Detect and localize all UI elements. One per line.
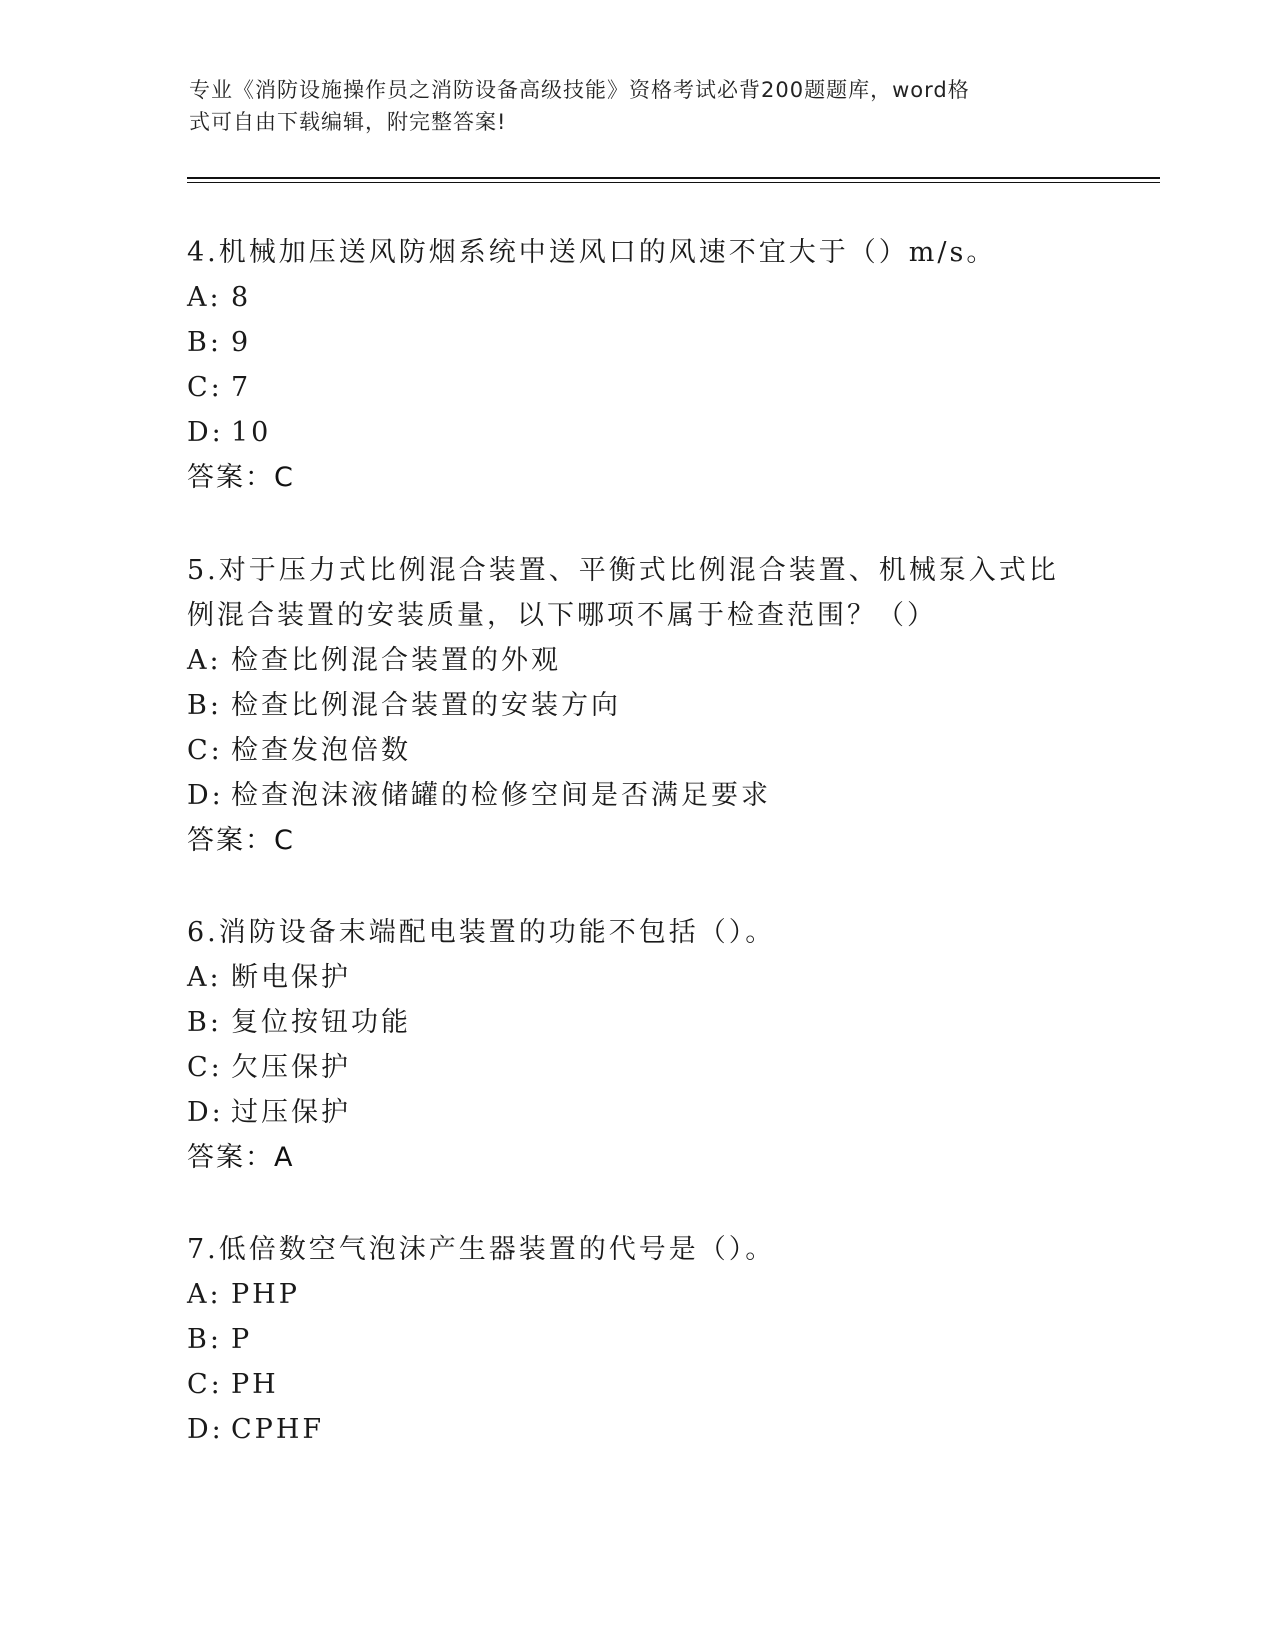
option-key: C: xyxy=(187,1369,223,1400)
answer-label: 答案：C xyxy=(187,825,295,856)
option-value: CPHF xyxy=(231,1414,325,1445)
option-key: D: xyxy=(187,417,224,448)
option-key: B: xyxy=(187,1324,222,1355)
header-line-2: 式可自由下载编辑，附完整答案! xyxy=(189,110,507,134)
option-key: C: xyxy=(187,1052,223,1083)
option-c xyxy=(187,1362,1087,1407)
question-text: 5.对于压力式比例混合装置、平衡式比例混合装置、机械泵入式比例混合装置的安装质量，以下哪项不属于检查范围？（） xyxy=(187,555,1059,631)
option-value: PH xyxy=(231,1369,279,1400)
option-a xyxy=(187,275,1087,320)
option-key: A: xyxy=(187,962,222,993)
option-value: 检查比例混合装置的外观 xyxy=(231,645,561,676)
option-key: B: xyxy=(187,1007,222,1038)
question-7 xyxy=(187,1227,1087,1452)
option-value: 7 xyxy=(231,372,252,403)
option-key: B: xyxy=(187,327,222,358)
option-key: D: xyxy=(187,1097,224,1128)
option-key: D: xyxy=(187,780,224,811)
question-5 xyxy=(187,548,1087,863)
question-text: 7.低倍数空气泡沫产生器装置的代号是（）。 xyxy=(187,1234,776,1265)
option-value: 9 xyxy=(231,327,252,358)
option-value: 断电保护 xyxy=(231,962,351,993)
option-b xyxy=(187,320,1087,365)
option-d xyxy=(187,1090,1087,1135)
option-value: 8 xyxy=(231,282,252,313)
option-value: 复位按钮功能 xyxy=(231,1007,411,1038)
question-text: 6.消防设备末端配电装置的功能不包括（）。 xyxy=(187,917,776,948)
question-4 xyxy=(187,230,1087,500)
option-key: A: xyxy=(187,645,222,676)
answer-label: 答案：A xyxy=(187,1142,295,1173)
option-a xyxy=(187,638,1087,683)
answer-label: 答案：C xyxy=(187,462,295,493)
option-key: C: xyxy=(187,372,223,403)
option-a xyxy=(187,955,1087,1000)
option-c xyxy=(187,365,1087,410)
header-divider-thin xyxy=(187,182,1160,183)
option-a xyxy=(187,1272,1087,1317)
option-key: C: xyxy=(187,735,223,766)
option-b xyxy=(187,1317,1087,1362)
option-key: B: xyxy=(187,690,222,721)
option-b xyxy=(187,683,1087,728)
option-value: 检查比例混合装置的安装方向 xyxy=(231,690,621,721)
option-d xyxy=(187,410,1087,455)
document-header xyxy=(189,74,1069,138)
option-d xyxy=(187,1407,1087,1452)
option-c xyxy=(187,1045,1087,1090)
option-value: 10 xyxy=(231,417,272,448)
option-value: P xyxy=(231,1324,253,1355)
header-divider xyxy=(187,177,1160,179)
option-key: D: xyxy=(187,1414,224,1445)
option-key: A: xyxy=(187,1279,222,1310)
option-value: PHP xyxy=(231,1279,300,1310)
option-d xyxy=(187,773,1087,818)
option-value: 过压保护 xyxy=(231,1097,351,1128)
option-b xyxy=(187,1000,1087,1045)
option-key: A: xyxy=(187,282,222,313)
option-value: 检查泡沫液储罐的检修空间是否满足要求 xyxy=(231,780,771,811)
question-text: 4.机械加压送风防烟系统中送风口的风速不宜大于（）m/s。 xyxy=(187,237,997,268)
option-value: 欠压保护 xyxy=(231,1052,351,1083)
question-6 xyxy=(187,910,1087,1180)
header-line-1: 专业《消防设施操作员之消防设备高级技能》资格考试必背200题题库，word格 xyxy=(189,78,970,102)
option-value: 检查发泡倍数 xyxy=(231,735,411,766)
option-c xyxy=(187,728,1087,773)
